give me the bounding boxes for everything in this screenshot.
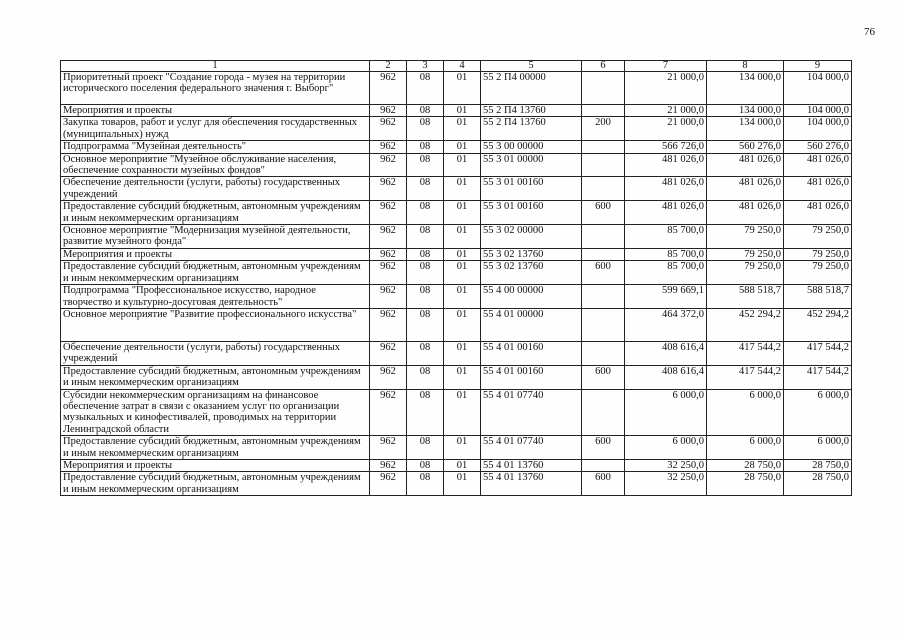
row-expense-type-cell: [582, 285, 625, 309]
row-subsection-cell: 01: [444, 153, 481, 177]
row-admin-code-cell: 962: [370, 261, 407, 285]
row-subsection-cell: 01: [444, 141, 481, 153]
row-name-cell: Закупка товаров, работ и услуг для обеспечения государственных (муниципальных) нужд: [61, 117, 370, 141]
row-section-cell: 08: [407, 472, 444, 496]
row-target-article-cell: 55 2 П4 00000: [481, 72, 582, 105]
row-subsection-cell: 01: [444, 341, 481, 365]
row-section-cell: 08: [407, 308, 444, 341]
row-amount-year3-cell: 481 026,0: [784, 177, 852, 201]
table-row: [61, 225, 852, 249]
row-target-article-cell: 55 3 02 13760: [481, 248, 582, 260]
row-target-article-cell: 55 3 01 00160: [481, 201, 582, 225]
row-admin-code-cell: 962: [370, 153, 407, 177]
row-name-cell: Предоставление субсидий бюджетным, автономным учреждениям и иным некоммерческим организациям: [61, 472, 370, 496]
row-admin-code-cell: 962: [370, 389, 407, 436]
row-section-cell: 08: [407, 105, 444, 117]
table-row: [61, 153, 852, 177]
table-row: [61, 248, 852, 260]
table-row: [61, 72, 852, 105]
row-expense-type-cell: [582, 308, 625, 341]
row-target-article-cell: 55 3 00 00000: [481, 141, 582, 153]
col-header-8: 8: [707, 61, 784, 72]
row-name-cell: Основное мероприятие "Развитие профессионального искусства": [61, 308, 370, 341]
row-admin-code-cell: 962: [370, 472, 407, 496]
row-amount-year2-cell: 79 250,0: [707, 248, 784, 260]
col-header-3: 3: [407, 61, 444, 72]
row-expense-type-cell: [582, 389, 625, 436]
row-section-cell: 08: [407, 225, 444, 249]
budget-table: [60, 60, 852, 496]
row-admin-code-cell: 962: [370, 105, 407, 117]
row-name-cell: Основное мероприятие "Музейное обслуживание населения, обеспечение сохранности музейных фондов": [61, 153, 370, 177]
row-amount-year2-cell: 481 026,0: [707, 201, 784, 225]
col-header-9: 9: [784, 61, 852, 72]
row-expense-type-cell: 600: [582, 201, 625, 225]
row-amount-year2-cell: 6 000,0: [707, 436, 784, 460]
row-expense-type-cell: 600: [582, 436, 625, 460]
row-admin-code-cell: 962: [370, 436, 407, 460]
row-amount-year3-cell: 28 750,0: [784, 459, 852, 471]
row-amount-year3-cell: 104 000,0: [784, 117, 852, 141]
row-name-cell: Основное мероприятие "Модернизация музейной деятельности, развитие музейного фонда": [61, 225, 370, 249]
row-admin-code-cell: 962: [370, 248, 407, 260]
row-subsection-cell: 01: [444, 308, 481, 341]
row-admin-code-cell: 962: [370, 117, 407, 141]
header-row: [61, 61, 852, 72]
row-expense-type-cell: 600: [582, 365, 625, 389]
row-subsection-cell: 01: [444, 225, 481, 249]
col-header-4: 4: [444, 61, 481, 72]
row-amount-year2-cell: 134 000,0: [707, 72, 784, 105]
row-amount-year3-cell: 481 026,0: [784, 201, 852, 225]
row-section-cell: 08: [407, 141, 444, 153]
row-subsection-cell: 01: [444, 459, 481, 471]
row-name-cell: Обеспечение деятельности (услуги, работы) государственных учреждений: [61, 341, 370, 365]
row-amount-year2-cell: 28 750,0: [707, 459, 784, 471]
row-amount-year3-cell: 417 544,2: [784, 365, 852, 389]
row-subsection-cell: 01: [444, 177, 481, 201]
row-amount-year2-cell: 560 276,0: [707, 141, 784, 153]
row-amount-year1-cell: 21 000,0: [625, 72, 707, 105]
table-row: [61, 308, 852, 341]
row-amount-year1-cell: 599 669,1: [625, 285, 707, 309]
row-admin-code-cell: 962: [370, 308, 407, 341]
row-name-cell: Приоритетный проект "Создание города - музея на территории исторического поселения федерального значения г. Выборг": [61, 72, 370, 105]
row-amount-year2-cell: 481 026,0: [707, 177, 784, 201]
row-target-article-cell: 55 4 01 13760: [481, 459, 582, 471]
row-section-cell: 08: [407, 341, 444, 365]
row-subsection-cell: 01: [444, 117, 481, 141]
row-expense-type-cell: [582, 153, 625, 177]
table-row: [61, 201, 852, 225]
row-amount-year3-cell: 6 000,0: [784, 389, 852, 436]
row-amount-year1-cell: 481 026,0: [625, 177, 707, 201]
row-expense-type-cell: [582, 141, 625, 153]
row-amount-year3-cell: 481 026,0: [784, 153, 852, 177]
row-amount-year3-cell: 588 518,7: [784, 285, 852, 309]
row-name-cell: Субсидии некоммерческим организациям на финансовое обеспечение затрат в связи с оказанием услуг по организации музыкальных и кинофестивалей, проводимых на территории Ленинградской области: [61, 389, 370, 436]
col-header-2: 2: [370, 61, 407, 72]
row-expense-type-cell: [582, 459, 625, 471]
row-subsection-cell: 01: [444, 365, 481, 389]
row-amount-year3-cell: 6 000,0: [784, 436, 852, 460]
table-body: [61, 72, 852, 496]
row-amount-year1-cell: 85 700,0: [625, 248, 707, 260]
row-amount-year1-cell: 481 026,0: [625, 201, 707, 225]
row-target-article-cell: 55 4 01 13760: [481, 472, 582, 496]
row-amount-year3-cell: 79 250,0: [784, 261, 852, 285]
row-amount-year1-cell: 21 000,0: [625, 117, 707, 141]
row-section-cell: 08: [407, 436, 444, 460]
row-target-article-cell: 55 2 П4 13760: [481, 117, 582, 141]
row-name-cell: Подпрограмма "Музейная деятельность": [61, 141, 370, 153]
row-admin-code-cell: 962: [370, 225, 407, 249]
row-section-cell: 08: [407, 285, 444, 309]
row-amount-year1-cell: 566 726,0: [625, 141, 707, 153]
row-subsection-cell: 01: [444, 472, 481, 496]
row-name-cell: Обеспечение деятельности (услуги, работы) государственных учреждений: [61, 177, 370, 201]
row-name-cell: Предоставление субсидий бюджетным, автономным учреждениям и иным некоммерческим организациям: [61, 436, 370, 460]
table-row: [61, 261, 852, 285]
row-subsection-cell: 01: [444, 105, 481, 117]
row-amount-year3-cell: 417 544,2: [784, 341, 852, 365]
row-target-article-cell: 55 3 02 00000: [481, 225, 582, 249]
row-amount-year2-cell: 79 250,0: [707, 225, 784, 249]
table-row: [61, 117, 852, 141]
row-admin-code-cell: 962: [370, 365, 407, 389]
row-amount-year3-cell: 79 250,0: [784, 225, 852, 249]
row-amount-year2-cell: 417 544,2: [707, 341, 784, 365]
row-amount-year3-cell: 560 276,0: [784, 141, 852, 153]
row-section-cell: 08: [407, 117, 444, 141]
row-expense-type-cell: [582, 248, 625, 260]
row-amount-year1-cell: 481 026,0: [625, 153, 707, 177]
row-target-article-cell: 55 3 01 00160: [481, 177, 582, 201]
row-section-cell: 08: [407, 201, 444, 225]
row-name-cell: Мероприятия и проекты: [61, 459, 370, 471]
row-amount-year3-cell: 452 294,2: [784, 308, 852, 341]
row-admin-code-cell: 962: [370, 285, 407, 309]
row-amount-year1-cell: 6 000,0: [625, 389, 707, 436]
row-expense-type-cell: [582, 105, 625, 117]
row-amount-year2-cell: 79 250,0: [707, 261, 784, 285]
row-target-article-cell: 55 3 01 00000: [481, 153, 582, 177]
row-section-cell: 08: [407, 72, 444, 105]
row-name-cell: Предоставление субсидий бюджетным, автономным учреждениям и иным некоммерческим организациям: [61, 365, 370, 389]
row-target-article-cell: 55 3 02 13760: [481, 261, 582, 285]
row-name-cell: Мероприятия и проекты: [61, 248, 370, 260]
row-target-article-cell: 55 4 01 00160: [481, 341, 582, 365]
row-expense-type-cell: 600: [582, 472, 625, 496]
row-amount-year1-cell: 32 250,0: [625, 472, 707, 496]
row-admin-code-cell: 962: [370, 459, 407, 471]
row-name-cell: Мероприятия и проекты: [61, 105, 370, 117]
col-header-5: 5: [481, 61, 582, 72]
row-subsection-cell: 01: [444, 389, 481, 436]
row-subsection-cell: 01: [444, 248, 481, 260]
row-amount-year1-cell: 85 700,0: [625, 225, 707, 249]
row-amount-year2-cell: 452 294,2: [707, 308, 784, 341]
row-amount-year1-cell: 85 700,0: [625, 261, 707, 285]
row-section-cell: 08: [407, 153, 444, 177]
row-amount-year1-cell: 464 372,0: [625, 308, 707, 341]
table-row: [61, 472, 852, 496]
row-name-cell: Предоставление субсидий бюджетным, автономным учреждениям и иным некоммерческим организациям: [61, 201, 370, 225]
row-amount-year2-cell: 481 026,0: [707, 153, 784, 177]
row-section-cell: 08: [407, 177, 444, 201]
table-row: [61, 285, 852, 309]
col-header-1: 1: [61, 61, 370, 72]
table-row: [61, 389, 852, 436]
row-target-article-cell: 55 4 01 00160: [481, 365, 582, 389]
row-admin-code-cell: 962: [370, 177, 407, 201]
col-header-6: 6: [582, 61, 625, 72]
row-amount-year2-cell: 134 000,0: [707, 117, 784, 141]
row-amount-year3-cell: 104 000,0: [784, 105, 852, 117]
row-admin-code-cell: 962: [370, 341, 407, 365]
row-name-cell: Предоставление субсидий бюджетным, автономным учреждениям и иным некоммерческим организациям: [61, 261, 370, 285]
row-amount-year2-cell: 28 750,0: [707, 472, 784, 496]
row-amount-year3-cell: 104 000,0: [784, 72, 852, 105]
row-amount-year1-cell: 21 000,0: [625, 105, 707, 117]
row-subsection-cell: 01: [444, 436, 481, 460]
col-header-7: 7: [625, 61, 707, 72]
table-row: [61, 177, 852, 201]
table-row: [61, 341, 852, 365]
row-section-cell: 08: [407, 248, 444, 260]
row-subsection-cell: 01: [444, 72, 481, 105]
row-amount-year2-cell: 134 000,0: [707, 105, 784, 117]
row-target-article-cell: 55 4 01 00000: [481, 308, 582, 341]
row-admin-code-cell: 962: [370, 72, 407, 105]
row-target-article-cell: 55 2 П4 13760: [481, 105, 582, 117]
row-amount-year3-cell: 28 750,0: [784, 472, 852, 496]
page-number: 76: [864, 26, 875, 38]
table-row: [61, 436, 852, 460]
row-expense-type-cell: [582, 225, 625, 249]
row-admin-code-cell: 962: [370, 141, 407, 153]
row-expense-type-cell: 600: [582, 261, 625, 285]
table-row: [61, 105, 852, 117]
row-subsection-cell: 01: [444, 261, 481, 285]
row-amount-year1-cell: 32 250,0: [625, 459, 707, 471]
row-amount-year1-cell: 408 616,4: [625, 365, 707, 389]
row-amount-year2-cell: 6 000,0: [707, 389, 784, 436]
row-section-cell: 08: [407, 261, 444, 285]
table-row: [61, 365, 852, 389]
row-amount-year2-cell: 417 544,2: [707, 365, 784, 389]
table-row: [61, 141, 852, 153]
row-amount-year1-cell: 6 000,0: [625, 436, 707, 460]
row-expense-type-cell: 200: [582, 117, 625, 141]
row-expense-type-cell: [582, 72, 625, 105]
row-section-cell: 08: [407, 459, 444, 471]
row-name-cell: Подпрограмма "Профессиональное искусство, народное творчество и культурно-досуговая деятельность": [61, 285, 370, 309]
row-subsection-cell: 01: [444, 201, 481, 225]
row-admin-code-cell: 962: [370, 201, 407, 225]
row-expense-type-cell: [582, 177, 625, 201]
row-section-cell: 08: [407, 365, 444, 389]
row-section-cell: 08: [407, 389, 444, 436]
row-target-article-cell: 55 4 01 07740: [481, 389, 582, 436]
row-expense-type-cell: [582, 341, 625, 365]
row-amount-year3-cell: 79 250,0: [784, 248, 852, 260]
table-row: [61, 459, 852, 471]
row-subsection-cell: 01: [444, 285, 481, 309]
row-amount-year2-cell: 588 518,7: [707, 285, 784, 309]
row-target-article-cell: 55 4 01 07740: [481, 436, 582, 460]
row-amount-year1-cell: 408 616,4: [625, 341, 707, 365]
row-target-article-cell: 55 4 00 00000: [481, 285, 582, 309]
